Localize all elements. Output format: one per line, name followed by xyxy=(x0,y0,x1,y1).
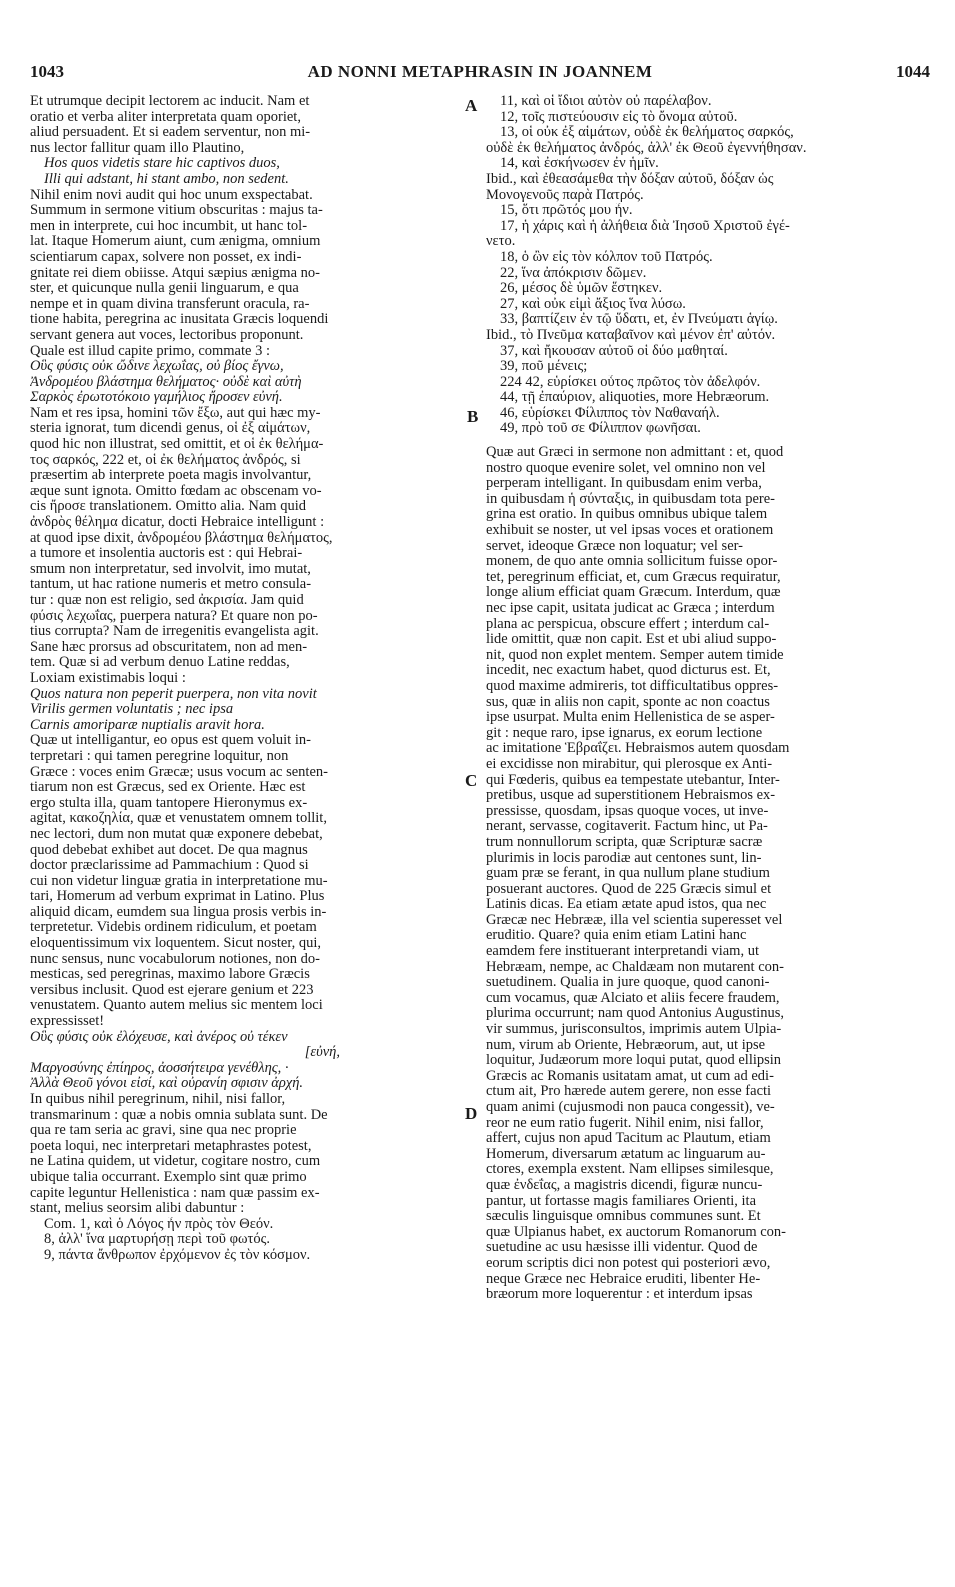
right-text-line: loquitur, Judæorum more loqui putat, quod ellipsin xyxy=(486,1053,782,1069)
left-text-line: Quæ ut intelligantur, eo opus est quem voluit in- xyxy=(30,733,311,749)
left-text-line: τος σαρκός, 222 et, οἱ ἐκ θελήματος ἀνδρός, si xyxy=(30,452,301,468)
right-text-line: in quibusdam ἡ σύνταξις, in quibusdam tota pere- xyxy=(486,491,776,507)
left-text-line: Μαργοσύνης ἐπίηρος, ἀοσσήτειρα γενέθλης, · xyxy=(30,1060,289,1076)
left-text-line: Summum in sermone vitium obscuritas : majus ta- xyxy=(30,203,323,219)
right-text-line: servet, ideoque Græce non loquatur; vel ser- xyxy=(486,538,743,554)
right-text-line: 14, καὶ ἐσκήνωσεν ἐν ἡμῖν. xyxy=(500,156,659,172)
right-text-line: Ibid., καὶ ἐθεασάμεθα τὴν δόξαν αὐτοῦ, δόξαν ὡς xyxy=(486,171,774,187)
right-text-line: perperam intelligant. In quibusdam enim verba, xyxy=(486,476,762,492)
left-text-line: nus lector fallitur quam illo Plautino, xyxy=(30,140,245,156)
left-text-line: nempe et in quam divina transferunt oracula, ra- xyxy=(30,296,310,312)
left-text-line: tur : quæ non est religio, sed ἀκρισία. Jam quid xyxy=(30,593,304,608)
margin-marker-b: B xyxy=(467,407,479,426)
left-text-line: Virilis germen voluntatis ; nec ipsa xyxy=(30,702,234,718)
left-text-line: ne Latina quidem, ut videtur, cogitare nostro, cum xyxy=(30,1154,321,1170)
right-text-line: bræorum more loquerentur : et interdum ipsas xyxy=(486,1287,753,1303)
left-text-line: steria ignorat, tum dicendi genus, οἱ ἐξ αἱμάτων, xyxy=(30,421,311,437)
left-text-line: Et utrumque decipit lectorem ac inducit. Nam et xyxy=(30,94,310,109)
left-text-line: Ἀνδρομέου βλάστημα θελήματος· οὐδὲ καὶ αὐτὴ xyxy=(30,374,302,390)
right-text-line: incedit, nec exactum habet, quod dicturus est. Et, xyxy=(486,663,771,679)
left-text-line: quod hic non illustrat, sed omittit, et οἱ ἐκ θελήμα- xyxy=(30,437,324,453)
right-text-line: affert, cujus non apud Tacitum ac Plautum, etiam xyxy=(486,1131,771,1147)
left-text-line: Loxiam existimabis loqui : xyxy=(30,670,186,686)
margin-marker-a: A xyxy=(465,96,478,115)
left-text-line: terpretari : qui tamen peregrine loquitur, non xyxy=(30,748,289,764)
left-text-line: nec lectori, dum non mutat quæ exponere debebat, xyxy=(30,826,323,842)
left-text-line: φύσις λεχωΐας, puerpera natura? Et quare non po- xyxy=(30,608,318,624)
left-text-line: mesticas, sed peregrinas, maximo labore Græcis xyxy=(30,967,310,983)
left-text-line: aliquid dicam, eumdem sua lingua prosis verbis in- xyxy=(30,904,327,920)
right-text-line: cum vocamus, quæ Alciato et aliis fecere fraudem, xyxy=(486,990,780,1006)
left-text-line: servant genera aut voces, lectoribus proponunt. xyxy=(30,327,304,343)
left-text-line: Nam et res ipsa, homini τῶν ἔξω, aut qui hæc my- xyxy=(30,405,321,421)
left-text-line: Com. 1, καὶ ὁ Λόγος ἦν πρὸς τὸν Θεόν. xyxy=(44,1216,274,1232)
right-text-line: 27, καὶ οὐκ εἰμὶ ἄξιος ἵνα λύσω. xyxy=(500,296,686,312)
left-text-line: Hos quos videtis stare hic captivos duos, xyxy=(44,156,280,172)
right-text-line: git : neque raro, ipse ignarus, ex eorum lectione xyxy=(486,725,763,741)
left-text-line: ster, et quicunque nulla genii linguarum, e qua xyxy=(30,281,299,297)
right-text-line: Græcæ nec Hebrææ, illa vel scientia superesset vel xyxy=(486,912,783,928)
right-text-line: Hebræam, nempe, ac Chaldæam non mutarent con- xyxy=(486,959,784,975)
right-text-line: quæ Ulpianus habet, ex auctorum Romanorum con- xyxy=(486,1224,787,1240)
right-text-line: plurimis in locis parodiæ aut centones sunt, lin- xyxy=(486,850,762,866)
left-text-line: tius corrupta? Nam de irregenitis evangelista agit. xyxy=(30,624,319,640)
right-text-line: Quæ aut Græci in sermone non admittant : et, quod xyxy=(486,445,784,461)
left-text-line: versibus inclusit. Quod est ejerare genium et 223 xyxy=(30,982,314,998)
left-text-line: tem. Quæ si ad verbum denuo Latine reddas, xyxy=(30,655,290,671)
left-text-line: Quale est illud capite primo, commate 3 : xyxy=(30,343,270,359)
right-text-line: neque Græce nec Hebraice eruditi, libenter He- xyxy=(486,1271,761,1287)
right-text-line: plurima occurrunt; nam quod Antonius Augustinus, xyxy=(486,1006,785,1022)
right-text-line: eorum scriptis dici non potest qui posteriori ævo, xyxy=(486,1255,771,1271)
left-column xyxy=(30,94,460,1264)
right-text-line: νετο. xyxy=(486,234,516,250)
right-text-line: 46, εὑρίσκει Φίλιππος τὸν Ναθαναήλ. xyxy=(500,405,720,421)
right-text-line: Μονογενοῦς παρὰ Πατρός. xyxy=(486,187,644,203)
running-title: AD NONNI METAPHRASIN IN JOANNEM xyxy=(307,62,653,81)
right-text-line: 22, ἵνα ἀπόκρισιν δῶμεν. xyxy=(500,265,647,281)
left-text-line: 8, ἀλλ' ἵνα μαρτυρήσῃ περὶ τοῦ φωτός. xyxy=(44,1232,270,1248)
right-text-line: Ibid., τὸ Πνεῦμα καταβαῖνον καὶ μένον ἐπ' αὐτόν. xyxy=(486,327,776,343)
right-text-line: plana ac perspicua, obscure effert ; interdum cal- xyxy=(486,616,770,632)
right-text-line: 224 42, εὑρίσκει οὗτος πρῶτος τὸν ἀδελφόν. xyxy=(500,374,761,390)
right-text-line: suetudine ac usu hæsisse illi videntur. Quod de xyxy=(486,1240,758,1256)
right-text-line: pressisse, quosdam, ipsas quoque voces, ut inve- xyxy=(486,803,769,819)
left-text-line: ergo stulta illa, quam tantopere Hieronymus ex- xyxy=(30,795,308,811)
margin-marker-c: C xyxy=(465,771,478,790)
right-text-line: trum nonnullorum scripta, quæ Scripturæ sacræ xyxy=(486,834,763,850)
right-text-line: eruditio. Quare? quia enim etiam Latini hanc xyxy=(486,928,747,944)
right-text-line: ctum ait, Pro hærede autem gerere, non esse facti xyxy=(486,1084,772,1100)
left-text-line: In quibus nihil peregrinum, nihil, nisi fallor, xyxy=(30,1092,286,1107)
right-text-line: 37, καὶ ἤκουσαν αὐτοῦ οἱ δύο μαθηταί. xyxy=(500,343,728,359)
right-text-line: nostro quoque evenire solet, vel omnino non vel xyxy=(486,460,766,476)
left-text-line: venustatem. Quanto autem melius sic mentem loci xyxy=(30,998,323,1014)
left-text-line: capite leguntur Hellenistica : nam quæ passim ex- xyxy=(30,1185,320,1201)
left-text-line: gnitate rei diem obiisse. Atqui sæpius ænigma no- xyxy=(30,265,320,281)
margin-marker-d: D xyxy=(465,1104,478,1123)
right-text-line: Græcis ac Romanis usitatam amat, ut cum ad edi- xyxy=(486,1068,774,1084)
right-text-line: 49, πρὸ τοῦ σε Φίλιππον φωνῆσαι. xyxy=(500,421,701,437)
left-text-line: Sane hæc prorsus ad obscuritatem, non ad men- xyxy=(30,639,308,655)
left-text-line: Carnis amoriparæ nuptialis aravit hora. xyxy=(30,717,265,733)
right-text-line: tet, peregrinum efficiat, et, cum Græcus requiratur, xyxy=(486,569,781,585)
right-text-line: nit, quod non explet mentem. Semper autem timide xyxy=(486,647,784,663)
right-text-line: lide omittit, quæ non capit. Est et ubi aliud suppo- xyxy=(486,632,777,648)
right-text-line: sus, quæ in aliis non capit, sponte ac non coactus xyxy=(486,694,770,710)
right-text-line: grina est oratio. In quibus omnibus ubique talem xyxy=(486,507,768,523)
right-text-line: guam præ se ferant, in qua nullum plane studium xyxy=(486,866,770,882)
left-text-line: ἀνδρὸς θέλημα dicatur, docti Hebraice intelligunt : xyxy=(30,515,325,531)
right-text-line: Homerum, diversarum ætatum ac linguarum au- xyxy=(486,1146,766,1162)
right-text-line: ac imitatione Ἑβραΐζει. Hebraismos autem quosdam xyxy=(486,741,790,757)
left-text-line: Οὓς φύσις οὐκ ἐλόχευσε, καὶ ἀνέρος οὐ τέκεν xyxy=(30,1029,288,1045)
right-text-line: nerant, servasse, cogitaverit. Factum hinc, ut Pa- xyxy=(486,819,768,835)
right-text-line: 15, ὅτι πρῶτός μου ἦν. xyxy=(500,203,633,219)
right-text-line: posuerant auctores. Quod de 225 Græcis simul et xyxy=(486,881,772,897)
left-text-line: eloquentissimum vix loquentem. Sicut noster, qui, xyxy=(30,936,322,952)
right-text-line: ei excidisse non mirabitur, qui plerosque ex Anti- xyxy=(486,756,773,772)
right-text-line: ctores, exempla exstent. Nam ellipses similesque, xyxy=(486,1162,774,1178)
left-text-line: doctor præclarissime ad Pammachium : Quod si xyxy=(30,858,309,874)
right-text-line: pretibus, usque ad superstitionem Hebraismos ex- xyxy=(486,788,776,804)
left-text-line: quod debebat exhibet aut docet. De qua magnus xyxy=(30,842,308,858)
right-text-line: Latinis dicas. Ea etiam ætate apud istos, qua nec xyxy=(486,897,767,913)
left-text-line: 9, πάντα ἄνθρωπον ἐρχόμενον ἐς τὸν κόσμον. xyxy=(44,1247,311,1263)
right-text-line: exhibuit se noster, ut vel ipsas voces et orationem xyxy=(486,523,774,539)
left-text-line: nunc sensus, nunc vocabulorum notiones, non do- xyxy=(30,951,320,967)
right-text-line: 26, μέσος δὲ ὑμῶν ἕστηκεν. xyxy=(500,281,663,297)
right-text-line: reor ne eum ratio fugerit. Nihil enim, nisi fallor, xyxy=(486,1115,764,1131)
left-text-line: Quos natura non peperit puerpera, non vita novit xyxy=(30,686,317,702)
right-text-line: sæculis linguisque omnibus communes sunt. Et xyxy=(486,1209,761,1225)
left-text-line: tari, Homerum ad verbum exprimat in Latino. Plus xyxy=(30,889,325,905)
left-text-line: scientiarum capax, solvere non posset, ex indi- xyxy=(30,249,302,265)
left-text-line: æque sunt ignota. Omitto fœdam ac obscenam vo- xyxy=(30,483,322,499)
left-text-line: lat. Itaque Homerum aiunt, cum ænigma, omnium xyxy=(30,234,321,250)
left-text-line: [εὐνή, xyxy=(304,1045,340,1061)
left-text-line: Οὓς φύσις οὐκ ὤδινε λεχωΐας, οὐ βίος ἔγνω, xyxy=(30,359,284,375)
left-text-line: at quod ipse dixit, ἀνδρομέου βλάστημα θελήματος, xyxy=(30,530,333,546)
left-text-line: stant, melius seorsim alibi dabuntur : xyxy=(30,1201,245,1217)
right-text-line: 33, βαπτίζειν ἐν τῷ ὕδατι, et, ἐν Πνεύματι ἁγίῳ. xyxy=(500,312,778,328)
left-text-line: Græce : voces enim Græcæ; usus vocum ac senten- xyxy=(30,764,328,780)
left-text-line: Ἀλλὰ Θεοῦ γόνοι εἰσί, καὶ οὐρανίη σφισιν ἀρχή. xyxy=(30,1076,304,1092)
right-text-line: 13, οἱ οὐκ ἐξ αἱμάτων, οὐδὲ ἐκ θελήματος σαρκός, xyxy=(500,125,794,141)
left-text-line: oratio et verba aliter interpretata quam oporiet, xyxy=(30,109,301,125)
right-text-line: num, virum ab Oriente, Hebræorum, aut, ut ipse xyxy=(486,1037,766,1053)
right-text-line: ipse usurpat. Multa enim Hellenistica de se asper- xyxy=(486,710,775,726)
right-text-line: longe alium efficiat quam Græcum. Interdum, quæ xyxy=(486,585,781,601)
left-text-line: expressisset! xyxy=(30,1014,105,1030)
left-text-line: tantum, ut hac ratione numeris et metro consula- xyxy=(30,577,312,593)
left-text-line: ubique talia occurrant. Exemplo sint quæ primo xyxy=(30,1169,307,1185)
left-text-line: terpretetur. Videbis ordinem ridiculum, et poetam xyxy=(30,920,317,936)
right-text-line: quod maxime admireris, tot difficultatibus oppres- xyxy=(486,678,779,694)
left-text-line: qua re tam seria ac gravi, sine qua nec proprie xyxy=(30,1123,297,1139)
left-text-line: præsertim ab interprete poeta magis involvantur, xyxy=(30,468,312,484)
right-text-line: 44, τῇ ἐπαύριον, aliquoties, more Hebræorum. xyxy=(500,390,770,406)
right-text-line: suetudinem. Qualia in jure quoque, quod canoni- xyxy=(486,975,770,991)
right-text-line: 39, ποῦ μένεις; xyxy=(500,359,588,375)
left-text-line: Nihil enim novi audit qui hoc unum exspectabat. xyxy=(30,187,313,203)
left-text-line: agitat, κακοζηλία, quæ et venustatem omnem tollit, xyxy=(30,811,327,827)
page-number-left: 1043 xyxy=(30,62,64,81)
right-text-line: vir summus, jurisconsultos, imprimis autem Ulpia- xyxy=(486,1022,782,1038)
right-text-line: qui Fœderis, quibus ea tempestate utebantur, Inter- xyxy=(486,772,780,788)
left-text-line: aliud persuadent. Et si eadem serventur, non mi- xyxy=(30,125,311,141)
left-text-line: transmarinum : quæ a nobis omnia sublata sunt. De xyxy=(30,1107,328,1123)
right-text-line: 12, τοῖς πιστεύουσιν εἰς τὸ ὄνομα αὐτοῦ. xyxy=(500,109,738,125)
right-text-line: monem, de quo ante omnia sollicitum fuisse opor- xyxy=(486,554,778,570)
right-column xyxy=(486,94,924,1303)
right-text-line: pantur, ut fortasse magis familiares Orienti, ita xyxy=(486,1193,757,1209)
running-header xyxy=(30,62,930,84)
right-text-line: 11, καὶ οἱ ἴδιοι αὐτὸν οὐ παρέλαβον. xyxy=(500,94,712,109)
left-text-line: men in interprete, cui hoc incumbit, ut hanc tol- xyxy=(30,218,308,234)
left-text-line: tione habita, peregrina ac inusitata Græcis loquendi xyxy=(30,312,329,328)
page-number-right: 1044 xyxy=(896,62,930,81)
left-text-line: a tumore et insolentia auctoris est : qui Hebrai- xyxy=(30,546,303,562)
left-text-line: smum non interpretatur, sed involvit, imo mutat, xyxy=(30,561,311,577)
left-text-line: poeta loqui, nec interpretari metaphrastes potest, xyxy=(30,1138,312,1154)
right-text-line: eamdem fere instituerant interpretandi viam, ut xyxy=(486,944,759,960)
left-text-line: cui non videtur linguæ gratia in interpretatione mu- xyxy=(30,873,328,889)
right-text-line: nec ipse capit, usitata judicat ac Græca ; interdum xyxy=(486,601,775,616)
right-text-line: οὐδὲ ἐκ θελήματος ἀνδρός, ἀλλ' ἐκ Θεοῦ ἐγεννήθησαν. xyxy=(486,140,807,156)
right-text-line: 17, ἡ χάρις καὶ ἡ ἀλήθεια διὰ Ἰησοῦ Χριστοῦ ἐγέ- xyxy=(500,218,790,234)
left-text-line: tiarum non est Græcus, sed ex Oriente. Hæc est xyxy=(30,780,306,796)
right-text-line: 18, ὁ ὢν εἰς τὸν κόλπον τοῦ Πατρός. xyxy=(500,249,713,265)
right-text-line: quæ ἐνδεΐας, a magistris dicendi, figuræ nuncu- xyxy=(486,1177,763,1193)
left-text-line: Illi qui adstant, hi stant ambo, non sedent. xyxy=(44,171,289,187)
right-text-line: quam animi (cujusmodi non pauca congessit), ve- xyxy=(486,1100,775,1115)
left-text-line: Σαρκὸς ἐρωτοτόκοιο γαμήλιος ἤροσεν εὐνή. xyxy=(30,390,283,406)
left-text-line: cis ἤροσε translationem. Omitto alia. Nam quid xyxy=(30,499,306,515)
